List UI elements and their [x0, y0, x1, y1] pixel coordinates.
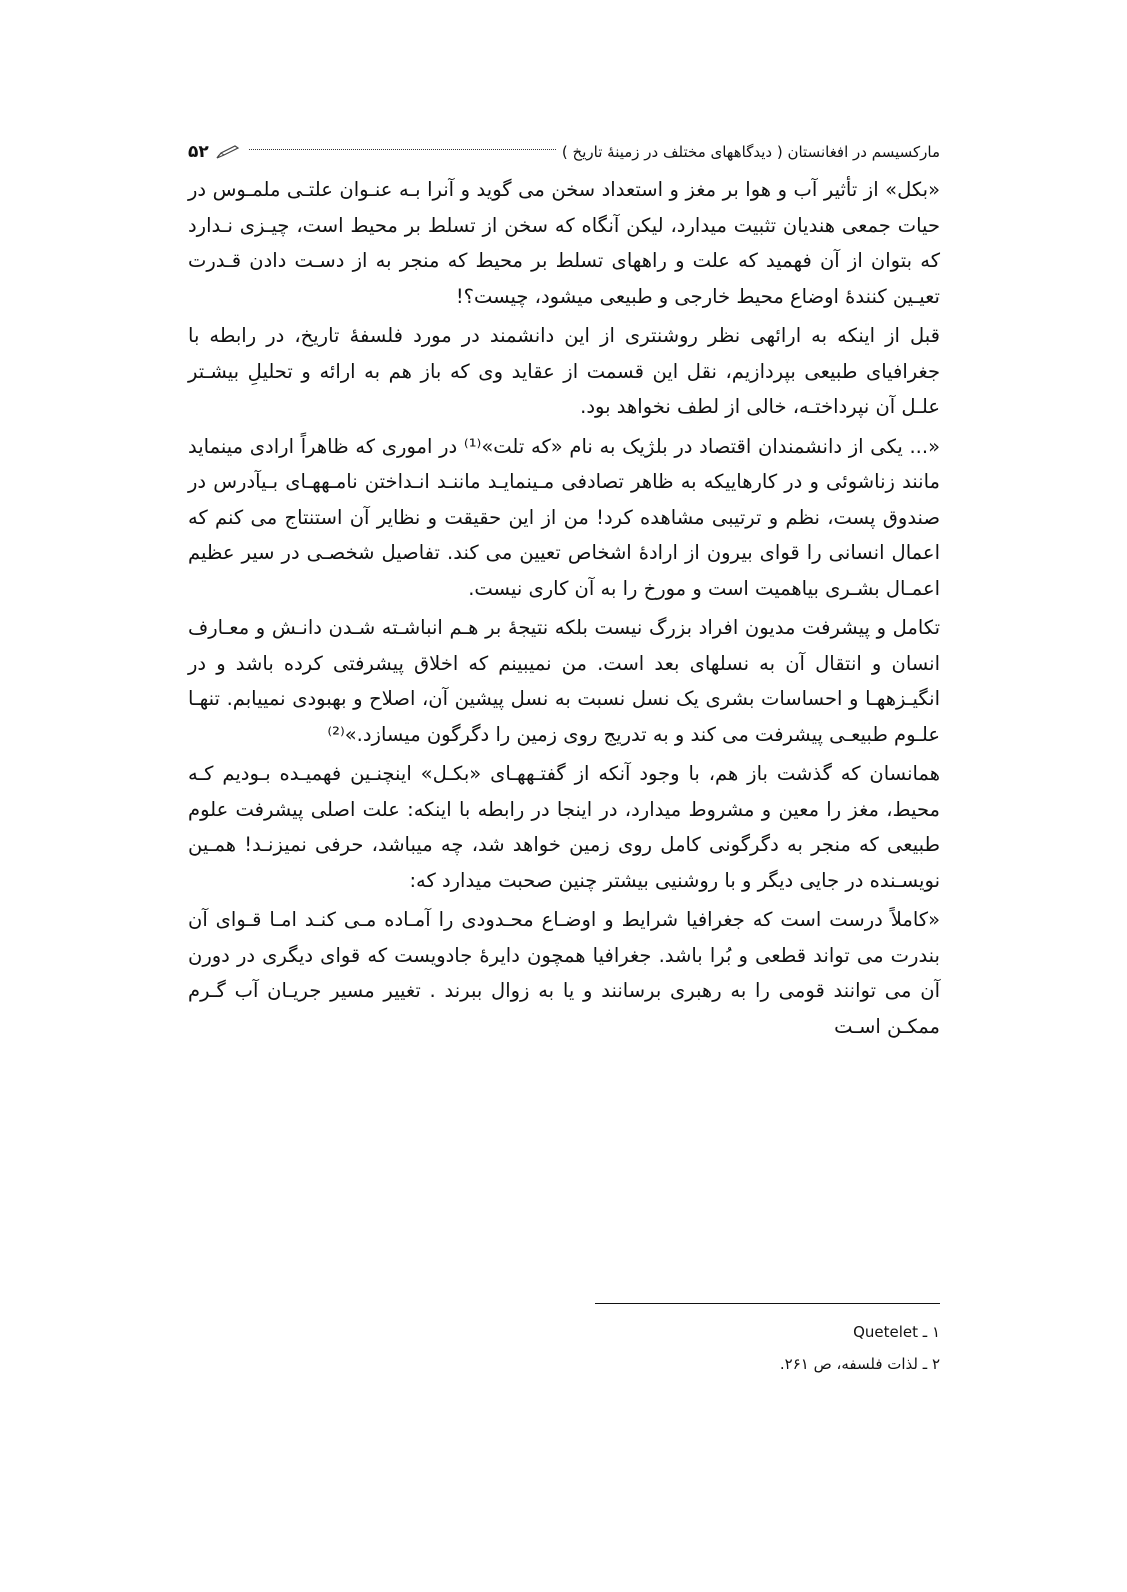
running-header — [188, 138, 940, 166]
paragraph: تکامل و پیشرفت مدیون افراد بزرگ نیست بلکه نتیجهٔ بر هـم انباشـته شـدن دانـش و معـارف انسان و انتقال آن به نسلهای بعد است. من نمیبینم که اخلاق پیشرفتی کرده باشد و در انگیـزههـا و احساسات بشری یک نسل نسبت به نسل پیشین آن، اصلاح و بهبودی نمییابم. تنهـا علـوم طبیعـی پیشرفت می کند و به تدریج روی زمین را دگرگون میسازد.»⁽²⁾ — [188, 616, 940, 746]
pen-icon — [215, 144, 241, 160]
footnote: ۲ ـ لذات فلسفه، ص ۲۶۱. — [779, 1355, 940, 1373]
body-text — [188, 172, 940, 1044]
footnote-divider — [595, 1303, 940, 1304]
footnote: ۱ ـ Quetelet — [853, 1323, 940, 1341]
paragraph: «... یکی از دانشمندان اقتصاد در بلژیک به نام «که تلت»⁽¹⁾ در اموری که ظاهراً ارادی مینماید مانند زناشوئی و در کارهاییکه به ظاهر تصادفی مـینمایـد ماننـد انـداختن نامـههـای بـیآدرس در صندوق پست، نظم و ترتیبی مشاهده کرد! من از این حقیقت و نظایر آن استنتاج می کنم که اعمال انسانی را قوای بیرون از ارادهٔ اشخاص تعیین می کند. تفاصیل شخصـی در سیر عظیم اعمـال بشـری بیاهمیت است و مورخ را به آن کاری نیست. — [188, 434, 940, 600]
footnotes — [188, 1303, 940, 1382]
page — [188, 138, 940, 1048]
paragraph: «کاملاً درست است که جغرافیا شرایط و اوضـاع محـدودی را آمـاده مـی کنـد امـا قـوای آن بندرت می تواند قطعی و بُرا باشد. جغرافیا همچون دایرهٔ جادویست که قوای دیگری در دورن آن می توانند قومی را به رهبری برسانند و یا به زوال ببرند . تغییر مسیر جریـان آب گـرم ممکـن اسـت — [188, 908, 940, 1038]
paragraph: قبل از اینکه به ارائهی نظر روشنتری از این دانشمند در مورد فلسفهٔ تاریخ، در رابطه با جغرافیای طبیعی بپردازیم، نقل این قسمت از عقاید وی که باز هم به ارائه و تحلیلِ بیشـتر علـل آن نپرداختـه، خالی از لطف نخواهد بود. — [188, 324, 940, 418]
page-number: ۵۲ — [188, 142, 209, 162]
paragraph: همانسان که گذشت باز هم، با وجود آنکه از گفتـههـای «بکـل» اینچنـین فهمیـده بـودیم کـه محیط، مغز را معین و مشروط میدارد، در اینجا در رابطه با اینکه: علت اصلی پیشرفت علوم طبیعی که منجر به دگرگونی کامل روی زمین خواهد شد، چه میباشد، حرفی نمیزنـد! همـین نویسـنده در جایی دیگر و با روشنیی بیشتر چنین صحبت میدارد که: — [188, 762, 940, 892]
paragraph: «بکل» از تأثیر آب و هوا بر مغز و استعداد سخن می گوید و آنرا بـه عنـوان علتـی ملمـوس در حیات جمعی هندیان تثبیت میدارد، لیکن آنگاه که سخن از تسلط بر محیط است، چیـزی نـدارد که بتوان از آن فهمید که علت و راههای تسلط بر محیط که منجر به از دسـت دادن قـدرت تعیـین کنندهٔ اوضاع محیط خارجی و طبیعی میشود، چیست؟! — [188, 178, 940, 308]
header-dotted-leader — [249, 148, 556, 150]
header-title: مارکسیسم در افغانستان ( دیدگاههای مختلف در زمینهٔ تاریخ ) — [561, 143, 940, 161]
